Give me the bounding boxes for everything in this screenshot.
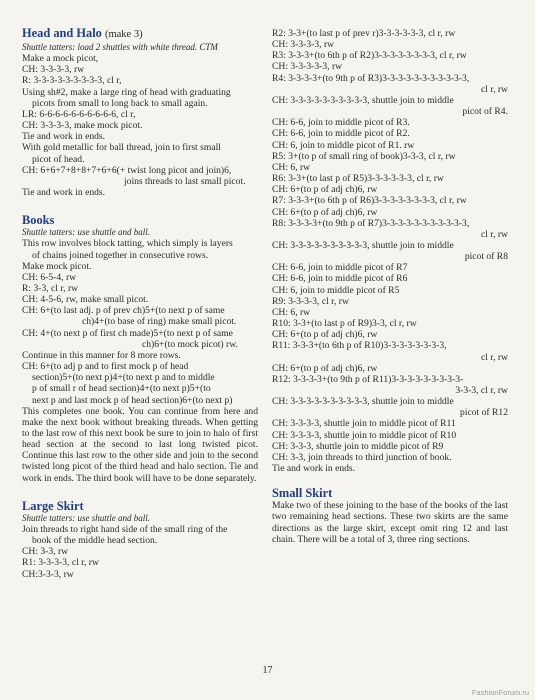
instruction-line: CH: 3-3, join threads to third junction of book. bbox=[272, 451, 452, 463]
instruction-line: CH:3-3-3, rw bbox=[22, 568, 74, 580]
instruction-line: Tie and work in ends. bbox=[22, 131, 106, 143]
section-title-large-skirt: Large Skirt bbox=[22, 498, 84, 513]
instruction-line: picot of R12 bbox=[460, 407, 508, 419]
instruction-line: CH: 3-3, rw bbox=[22, 546, 69, 558]
instruction-line: CH: 3-3-3, shuttle join to middle picot of R9 bbox=[272, 440, 444, 452]
instruction-line: R3: 3-3-3+(to 6th p of R2)3-3-3-3-3-3-3-3, cl r, rw bbox=[272, 50, 467, 62]
instruction-line: Join threads to right hand side of the small ring of the bbox=[22, 523, 228, 535]
instruction-line: CH: 3-3-3-3-3-3-3-3-3-3, shuttle join to middle bbox=[272, 239, 454, 251]
small-skirt-paragraph: Make two of these joining to the base of the books of the last two remaining head sections. These two skirts are the same directions as the large skirt, except omit ring 12 and last chain. There will be a total of 3, three ring sections. bbox=[272, 500, 508, 545]
instruction-line: LR: 6-6-6-6-6-6-6-6-6-6, cl r, bbox=[22, 108, 136, 120]
instruction-line: R2: 3-3+(to last p of prev r)3-3-3-3-3-3, cl r, rw bbox=[272, 28, 456, 39]
instruction-line: picot of R4. bbox=[462, 106, 508, 118]
instruction-line: CH: 6+(to last adj. p of prev ch)5+(to next p of same bbox=[22, 305, 225, 317]
books-paragraph: This completes one book. You can continue from here and make the next book without breaking threads. When getting to the last row of this next book be sure to join to halo of first head section at the second to last long twisted picot. Continue this last row to the other side and join to the second twisted long picot of the third head and halo section. Tie and work in ends. The third book will have to be done separately. bbox=[22, 405, 258, 484]
instruction-line: CH: 6, rw bbox=[272, 161, 311, 173]
instruction-line: R4: 3-3-3-3+(to 9th p of R3)3-3-3-3-3-3-3-3-3-3-3, bbox=[272, 72, 470, 84]
instruction-line: cl r, rw bbox=[480, 83, 508, 95]
instruction-line: Continue in this manner for 8 more rows. bbox=[22, 349, 181, 361]
instruction-line: CH: 3-3-3-3, rw bbox=[272, 39, 335, 51]
instruction-line: joins threads to last small picot. bbox=[124, 175, 246, 187]
instruction-line: CH: 6-6, join to middle picot of R3. bbox=[272, 117, 410, 129]
instruction-line: CH: 3-3-3-3, shuttle join to middle picot of R10 bbox=[272, 429, 457, 441]
instruction-line: picot of R8 bbox=[464, 251, 508, 263]
instruction-line: CH: 3-3-3-3-3-3-3-3-3-3, shuttle join to middle bbox=[272, 94, 454, 106]
instruction-line: R7: 3-3-3+(to 6th p of R6)3-3-3-3-3-3-3-3, cl r, rw bbox=[272, 195, 467, 207]
instruction-line: next p and last mock p of head section)6+(to next p) bbox=[32, 394, 233, 406]
instruction-line: R5: 3+(to p of small ring of book)3-3-3, cl r, rw bbox=[272, 150, 456, 162]
instruction-line: CH: 6+(to p of adj ch)6, rw bbox=[272, 184, 378, 196]
instruction-line: Tie and work in ends. bbox=[272, 463, 356, 475]
instruction-line: CH: 6, rw bbox=[272, 306, 311, 318]
instruction-line: CH: 6, join to middle picot of R5 bbox=[272, 284, 400, 296]
instruction-line: of chains joined together in consecutive rows. bbox=[32, 249, 209, 261]
instruction-line: CH: 3-3-3-3, make mock picot. bbox=[22, 120, 143, 132]
instruction-line: R: 3-3-3-3-3-3-3-3-3, cl r, bbox=[22, 75, 122, 87]
instruction-line: CH: 3-3-3-3, shuttle join to middle picot of R11 bbox=[272, 418, 456, 430]
head-halo-title: Head and Halo bbox=[22, 26, 102, 40]
instruction-line: Make a mock picot, bbox=[22, 53, 99, 65]
section-title-head-and-halo bbox=[22, 26, 258, 42]
section-title-small-skirt: Small Skirt bbox=[272, 486, 333, 501]
instruction-line: R: 3-3, cl r, rw bbox=[22, 282, 79, 294]
instruction-line: CH: 3-3-3-3, rw bbox=[22, 64, 85, 76]
instruction-line: With gold metallic for ball thread, join to first small bbox=[22, 142, 221, 154]
instruction-line: picot of head. bbox=[32, 153, 85, 165]
instruction-line: 3-3-3, cl r, rw bbox=[455, 385, 508, 396]
instruction-line: R12: 3-3-3-3+(to 9th p of R11)3-3-3-3-3-3-3-3-3- bbox=[272, 373, 464, 385]
instruction-line: CH: 6+(to adj p and to first mock p of head bbox=[22, 361, 189, 373]
instruction-line: R11: 3-3-3+(to 6th p of R10)3-3-3-3-3-3-3-3, bbox=[272, 340, 447, 352]
instruction-line: R9: 3-3-3-3, cl r, rw bbox=[272, 295, 349, 307]
large-skirt-note: Shuttle tatters: use shuttle and ball. bbox=[22, 512, 150, 523]
instruction-line: Tie and work in ends. bbox=[22, 187, 106, 199]
instruction-line: CH: 4+(to next p of first ch made)5+(to next p of same bbox=[22, 327, 233, 339]
instruction-line: picots from small to long back to small again. bbox=[32, 97, 208, 109]
instruction-line: CH: 3-3-3-3-3-3-3-3-3-3, shuttle join to middle bbox=[272, 396, 454, 408]
watermark: FashionForum.ru bbox=[471, 688, 529, 697]
instruction-line: CH: 6+6+7+8+8+7+6+6(+ twist long picot and join)6, bbox=[22, 164, 232, 176]
instruction-line: section)5+(to next p)4+(to next p and to middle bbox=[32, 372, 215, 384]
instruction-line: This row involves block tatting, which simply is layers bbox=[22, 238, 233, 250]
instruction-line: ch)4+(to base of ring) make small picot. bbox=[82, 316, 237, 328]
instruction-line: R6: 3-3+(to last p of R5)3-3-3-3-3-3, cl r, rw bbox=[272, 173, 444, 185]
right-column bbox=[272, 28, 508, 545]
instruction-line: CH: 6+(to p of adj ch)6, rw bbox=[272, 206, 378, 218]
head-halo-note: Shuttle tatters: load 2 shuttles with white thread. CTM bbox=[22, 42, 218, 52]
instruction-line: R8: 3-3-3-3+(to 9th p of R7)3-3-3-3-3-3-3-3-3-3-3, bbox=[272, 217, 470, 229]
instruction-line: CH: 3-3-3-3-3, rw bbox=[272, 61, 343, 73]
instruction-line: CH: 6-6, join to middle picot of R6 bbox=[272, 273, 408, 285]
instruction-line: Make mock picot. bbox=[22, 260, 92, 272]
instruction-line: CH: 6-6, join to middle picot of R7 bbox=[272, 262, 408, 274]
instruction-line: book of the middle head section. bbox=[32, 535, 158, 547]
instruction-line: p of small r of head section)4+(to next p)5+(to bbox=[32, 383, 211, 395]
instruction-line: Using sh#2, make a large ring of head with graduating bbox=[22, 86, 231, 98]
instruction-line: CH: 6+(to p of adj ch)6, rw bbox=[272, 329, 378, 341]
instruction-line: CH: 6, join to middle picot of R1. rw bbox=[272, 139, 415, 151]
instruction-line: cl r, rw bbox=[480, 351, 508, 363]
left-column bbox=[22, 22, 258, 580]
instruction-line: ch)6+(to mock picot) rw. bbox=[142, 338, 238, 350]
instruction-line: CH: 4-5-6, rw, make small picot. bbox=[22, 294, 149, 306]
instruction-line: R10: 3-3+(to last p of R9)3-3, cl r, rw bbox=[272, 318, 417, 330]
instruction-line: CH: 6-5-4, rw bbox=[22, 271, 77, 283]
instruction-line: R1: 3-3-3-3, cl r, rw bbox=[22, 557, 99, 569]
instruction-line: CH: 6+(to p of adj ch)6, rw bbox=[272, 362, 378, 374]
instruction-line: CH: 6-6, join to middle picot of R2. bbox=[272, 128, 410, 140]
instruction-line: cl r, rw bbox=[480, 228, 508, 240]
page-number: 17 bbox=[262, 665, 273, 676]
section-title-books: Books bbox=[22, 213, 55, 228]
head-halo-title-note: (make 3) bbox=[104, 29, 143, 40]
books-note: Shuttle tatters: use shuttle and ball. bbox=[22, 227, 150, 238]
